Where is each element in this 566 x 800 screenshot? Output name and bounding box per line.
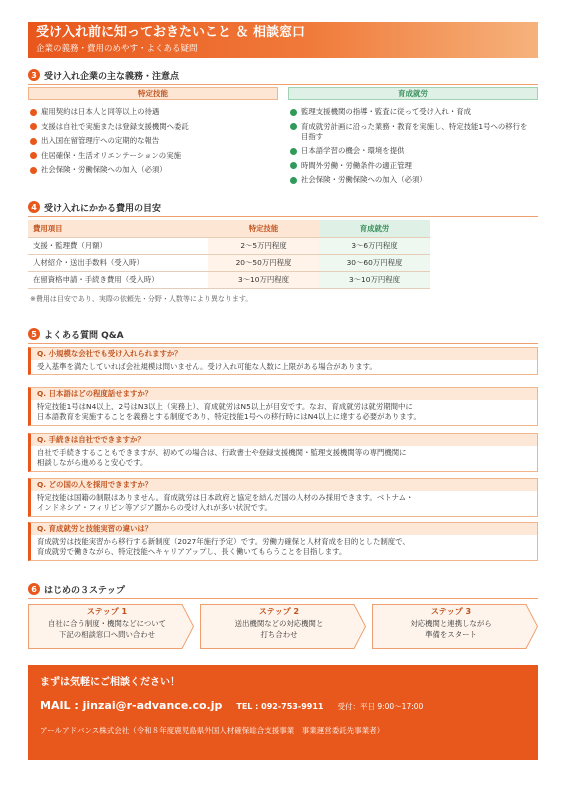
table-cell: 人材紹介・送出手数料（受入時） xyxy=(28,254,208,271)
qa-item xyxy=(28,347,538,375)
bullet-icon xyxy=(30,152,37,159)
list-item: 時間外労働・労働条件の適正管理 xyxy=(290,161,530,171)
table-cell: 2～5万円程度 xyxy=(208,237,319,254)
email-link[interactable]: MAIL : jinzai@r-advance.co.jp xyxy=(40,699,223,712)
column-header: 費用項目 xyxy=(28,220,208,237)
list-item: 出入国在留管理庁への定期的な報告 xyxy=(30,136,275,146)
qa-answer: 育成就労は技能実習から移行する新制度（2027年施行予定）です。労働力確保と人材育成を目的とした制度で、 育成就労で働きながら、特定技能へキャリアアップし、長く働いてもらうことを目指します。 xyxy=(37,536,410,556)
section-4-heading xyxy=(28,200,538,214)
bullet-icon xyxy=(290,148,297,155)
qa-question: Q. 手続きは自社でできますか？ xyxy=(31,434,537,446)
table-cell: 3～10万円程度 xyxy=(208,271,319,288)
table-cell: 3～6万円程度 xyxy=(319,237,430,254)
office-hours: 受付：平日 9:00～17:00 xyxy=(337,702,424,711)
section-title: 受け入れ企業の主な義務・注意点 xyxy=(44,71,180,82)
step-label: ステップ 2 xyxy=(258,607,300,616)
list-item: 日本語学習の機会・環境を提供 xyxy=(290,146,530,156)
step-2: ステップ 2 送出機関などの対応機関と 打ち合わせ xyxy=(200,604,366,649)
bullet-icon xyxy=(30,167,37,174)
page-subtitle: 企業の義務・費用のめやす・よくある疑問 xyxy=(36,44,198,54)
qa-item xyxy=(28,433,538,472)
divider xyxy=(28,598,538,599)
qa-item xyxy=(28,387,538,426)
list-item: 雇用契約は日本人と同等以上の待遇 xyxy=(30,107,275,117)
step-1: ステップ 1 自社に合う制度・機関などについて 下記の相談窓口へ問い合わせ xyxy=(28,604,194,649)
phone-number[interactable]: TEL : 092-753-9911 xyxy=(236,702,324,711)
table-cell: 支援・監理費（月額） xyxy=(28,237,208,254)
company-name: アールアドバンス株式会社（令和８年度鹿児島県外国人材確保総合支援事業 事業運営委託先事業者） xyxy=(40,726,385,735)
qa-question: Q. どの国の人を採用できますか？ xyxy=(31,479,537,491)
contact-lead: まずは気軽にご相談ください！ xyxy=(40,677,180,688)
qa-question: Q. 小規模な会社でも受け入れられますか？ xyxy=(31,348,537,360)
ikusei-heading: 育成就労 xyxy=(288,87,538,100)
section-title: よくある質問 Q&A xyxy=(44,330,124,341)
section-number: 6 xyxy=(28,583,40,595)
bullet-icon xyxy=(30,138,37,145)
bullet-icon xyxy=(290,162,297,169)
section-6-heading xyxy=(28,582,538,596)
list-item: 支援は自社で実施または登録支援機関へ委託 xyxy=(30,122,275,132)
qa-answer: 自社で手続きすることもできますが、初めての場合は、行政書士や登録支援機関・監理支援機関等の専門機関に 相談しながら進めると安心です。 xyxy=(37,447,407,467)
section-number: 5 xyxy=(28,328,40,340)
table-row xyxy=(28,254,430,271)
qa-question: Q. 育成就労と技能実習の違いは？ xyxy=(31,523,537,535)
list-item: 住居確保・生活オリエンテーションの実施 xyxy=(30,151,275,161)
divider xyxy=(28,343,538,344)
bullet-icon xyxy=(290,109,297,116)
bullet-icon xyxy=(290,123,297,130)
step-label: ステップ 3 xyxy=(430,607,472,616)
qa-item xyxy=(28,522,538,561)
table-row xyxy=(28,271,430,288)
cost-note: ※費用は目安であり、実際の依頼先・分野・人数等により異なります。 xyxy=(30,295,253,303)
column-header: 育成就労 xyxy=(319,220,430,237)
qa-answer: 特定技能1号はN4以上、2号はN3以上（実務上）、育成就労はN5以上が目安です。なお、育成就労は就労期間中に 日本語教育を実施することを義務とする制度であり、特定技能1号への移行時にはN4以上に達する必要があります。 xyxy=(37,401,421,421)
contact-row xyxy=(40,699,423,712)
divider xyxy=(28,84,538,85)
cost-table xyxy=(28,220,430,289)
section-number: 4 xyxy=(28,201,40,213)
bullet-icon xyxy=(30,109,37,116)
page-title: 受け入れ前に知っておきたいこと ＆ 相談窓口 xyxy=(36,25,306,40)
list-item: 監理支援機関の指導・監査に従って受け入れ・育成 xyxy=(290,107,530,117)
section-5-heading xyxy=(28,327,538,341)
list-item: 社会保険・労働保険への加入（必須） xyxy=(290,175,530,185)
section-number: 3 xyxy=(28,69,40,81)
step-3: ステップ 3 対応機関と連携しながら 準備をスタート xyxy=(372,604,538,649)
table-row xyxy=(28,237,430,254)
page-header xyxy=(28,22,538,58)
section-title: はじめの３ステップ xyxy=(44,585,125,596)
qa-question: Q. 日本語はどの程度話せますか？ xyxy=(31,388,537,400)
tokutei-duty-list xyxy=(30,107,275,180)
step-label: ステップ 1 xyxy=(86,607,128,616)
list-item: 社会保険・労働保険への加入（必須） xyxy=(30,165,275,175)
qa-answer: 受入基準を満たしていれば会社規模は問いません。受け入れ可能な人数に上限がある場合があります。 xyxy=(37,361,377,371)
table-cell: 在留資格申請・手続き費用（受入時） xyxy=(28,271,208,288)
section-title: 受け入れにかかる費用の目安 xyxy=(44,203,162,214)
bullet-icon xyxy=(30,123,37,130)
divider xyxy=(28,216,538,217)
contact-box xyxy=(28,665,538,760)
table-cell: 20～50万円程度 xyxy=(208,254,319,271)
table-header-row xyxy=(28,220,430,237)
bullet-icon xyxy=(290,177,297,184)
qa-item xyxy=(28,478,538,517)
list-item: 育成就労計画に沿った業務・教育を実施し、特定技能1号への移行を目指す xyxy=(290,122,530,142)
table-cell: 30～60万円程度 xyxy=(319,254,430,271)
ikusei-duty-list xyxy=(290,107,530,190)
table-cell: 3～10万円程度 xyxy=(319,271,430,288)
qa-answer: 特定技能は国籍の制限はありません。育成就労は日本政府と協定を結んだ国の人材のみ採用できます。ベトナム・ インドネシア・フィリピン等アジア圏からの受け入れが多い状況です。 xyxy=(37,492,414,512)
section-3-heading xyxy=(28,68,538,82)
column-header: 特定技能 xyxy=(208,220,319,237)
tokutei-heading: 特定技能 xyxy=(28,87,278,100)
